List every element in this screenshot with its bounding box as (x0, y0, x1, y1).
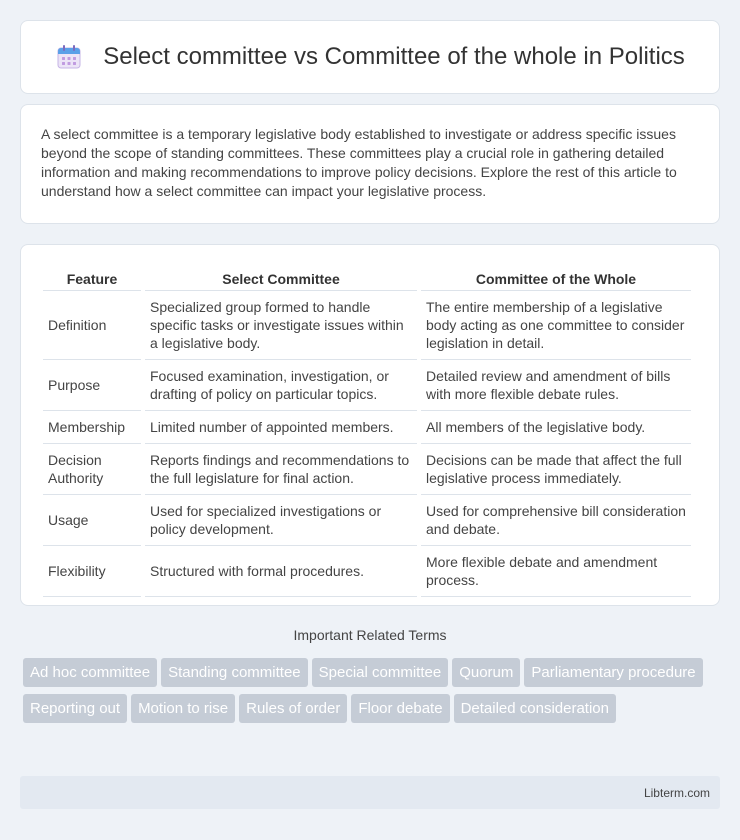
calendar-icon (55, 43, 83, 71)
header-feature: Feature (43, 265, 141, 291)
row-feature: Flexibility (43, 546, 141, 597)
footer-site-link[interactable]: Libterm.com (643, 786, 710, 800)
related-term-tag[interactable]: Special committee (312, 658, 449, 687)
row-select-committee: Limited number of appointed members. (145, 411, 417, 444)
table-row (43, 444, 691, 495)
related-term-tag[interactable]: Quorum (452, 658, 520, 687)
row-feature: Decision Authority (43, 444, 141, 495)
footer (20, 776, 720, 809)
related-terms-list (23, 658, 723, 730)
row-feature: Definition (43, 291, 141, 360)
related-term-tag[interactable]: Rules of order (239, 694, 347, 723)
header-card (20, 20, 720, 94)
row-committee-of-whole: Decisions can be made that affect the full legislative process immediately. (421, 444, 691, 495)
related-term-tag[interactable]: Reporting out (23, 694, 127, 723)
row-select-committee: Focused examination, investigation, or drafting of policy on particular topics. (145, 360, 417, 411)
row-committee-of-whole: More flexible debate and amendment process. (421, 546, 691, 597)
related-term-tag[interactable]: Detailed consideration (454, 694, 616, 723)
intro-text: A select committee is a temporary legislative body established to investigate or address specific issues beyond the scope of standing committees. These committees play a crucial role in gathering detailed information and making recommendations to improve policy decisions. Explore the rest of this article to understand how a select committee can impact your legislative process. (41, 126, 677, 199)
row-committee-of-whole: All members of the legislative body. (421, 411, 691, 444)
table-header-row (43, 265, 691, 291)
row-select-committee: Used for specialized investigations or policy development. (145, 495, 417, 546)
table-row (43, 495, 691, 546)
row-committee-of-whole: Detailed review and amendment of bills with more flexible debate rules. (421, 360, 691, 411)
row-select-committee: Specialized group formed to handle specific tasks or investigate issues within a legislative body. (145, 291, 417, 360)
row-feature: Usage (43, 495, 141, 546)
row-feature: Purpose (43, 360, 141, 411)
row-select-committee: Structured with formal procedures. (145, 546, 417, 597)
table-row (43, 411, 691, 444)
intro-card (20, 104, 720, 224)
related-term-tag[interactable]: Floor debate (351, 694, 449, 723)
comparison-table (39, 265, 695, 597)
related-term-tag[interactable]: Standing committee (161, 658, 308, 687)
table-row (43, 546, 691, 597)
comparison-card (20, 244, 720, 606)
related-term-tag[interactable]: Ad hoc committee (23, 658, 157, 687)
table-row (43, 291, 691, 360)
page-title: Select committee vs Committee of the whole in Politics (103, 43, 685, 70)
related-term-tag[interactable]: Parliamentary procedure (524, 658, 702, 687)
table-row (43, 360, 691, 411)
row-committee-of-whole: Used for comprehensive bill consideration and debate. (421, 495, 691, 546)
row-committee-of-whole: The entire membership of a legislative body acting as one committee to consider legislation in detail. (421, 291, 691, 360)
related-term-tag[interactable]: Motion to rise (131, 694, 235, 723)
header-committee-of-whole: Committee of the Whole (421, 265, 691, 291)
header-select-committee: Select Committee (145, 265, 417, 291)
related-terms-title: Important Related Terms (293, 627, 447, 643)
row-feature: Membership (43, 411, 141, 444)
row-select-committee: Reports findings and recommendations to the full legislature for final action. (145, 444, 417, 495)
